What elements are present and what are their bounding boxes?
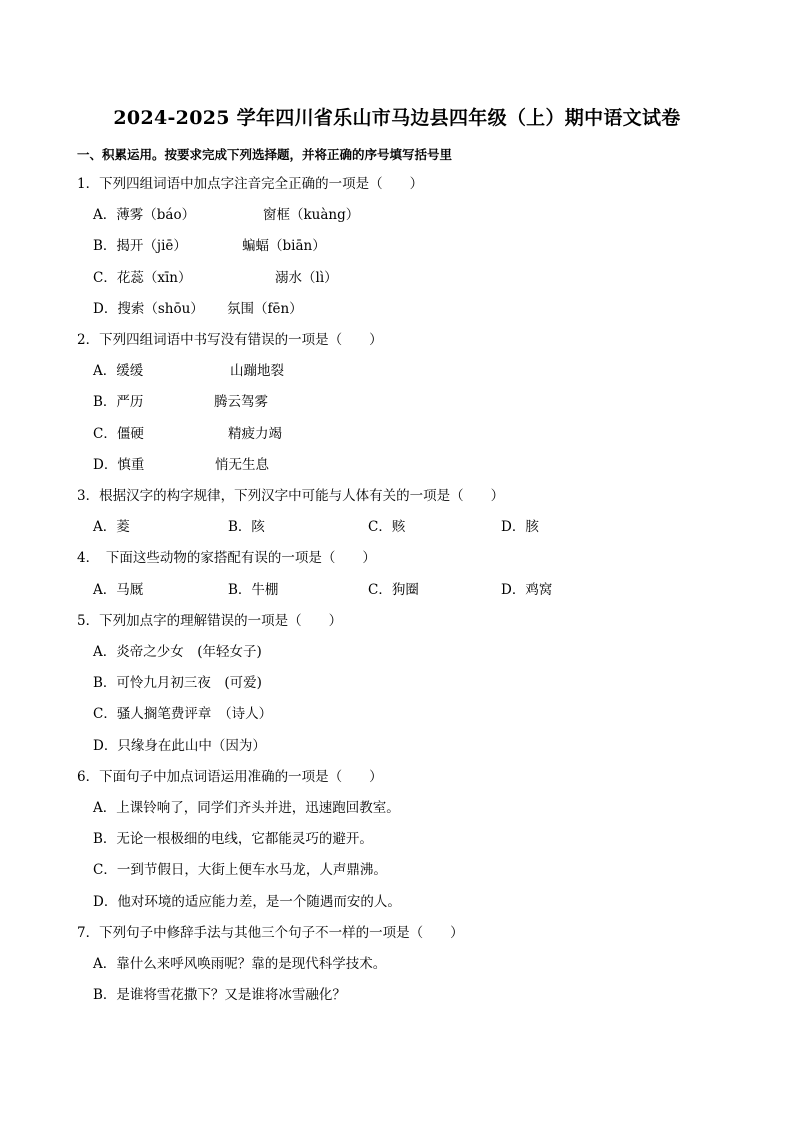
question-3-stem: 3．根据汉字的构字规律，下列汉字中可能与人体有关的一项是（ ） [77,488,505,504]
question-6-option-b: B．无论一根极细的电线，它都能灵巧的避开。 [93,831,373,847]
question-1-option-d [93,301,303,317]
exam-title: 2024-2025 学年四川省乐山市马边县四年级（上）期中语文试卷 [113,107,681,129]
question-1-stem: 1．下列四组词语中加点字注音完全正确的一项是（ ） [77,176,424,192]
option-b-left: B．揭开（jiē） [93,238,187,254]
question-5-option-b: B．可怜九月初三夜 (可爱) [93,675,262,691]
option-d-left: D．搜索（shōu） [93,301,204,317]
question-7-stem: 7．下列句子中修辞手法与其他三个句子不一样的一项是（ ） [77,925,464,941]
question-4-option-d: D．鸡窝 [501,582,553,598]
question-5-option-d: D．只缘身在此山中（因为） [93,738,266,754]
question-5-stem: 5．下列加点字的理解错误的一项是（ ） [77,613,343,629]
question-7-option-a: A．靠什么来呼风唤雨呢？靠的是现代科学技术。 [93,956,387,972]
option-d-left: D．慎重 [93,457,145,473]
option-c-left: C．僵硬 [93,426,144,442]
question-2-option-a [93,363,284,379]
question-2-option-c [93,426,282,442]
question-2-option-b [93,394,268,410]
option-a-right: 窗框（kuàng） [263,207,360,223]
question-1-option-c [93,270,338,286]
question-4-option-c: C．狗圈 [368,582,419,598]
question-3-option-a: A．菱 [93,519,130,535]
option-d-right: 氛围（fēn） [227,301,303,317]
question-4-option-b: B．牛棚 [228,582,279,598]
question-5-option-a: A．炎帝之少女 (年轻女子) [93,644,262,660]
option-d-right: 悄无生息 [215,457,269,473]
question-6-stem: 6．下面句子中加点词语运用准确的一项是（ ） [77,769,383,785]
option-b-right: 腾云驾雾 [214,394,268,410]
option-a-left: A．缓缓 [93,363,144,379]
question-6-option-d: D．他对环境的适应能力差，是一个随遇而安的人。 [93,894,401,910]
option-c-right: 精疲力竭 [228,426,282,442]
question-6-option-c: C．一到节假日，大街上便车水马龙，人声鼎沸。 [93,862,387,878]
question-1-option-b [93,238,326,254]
question-3-option-b: B．陔 [228,519,265,535]
option-c-right: 溺水（lì） [275,270,338,286]
option-c-left: C．花蕊（xīn） [93,270,192,286]
option-a-right: 山蹦地裂 [230,363,284,379]
option-a-left: A．薄雾（báo） [93,207,196,223]
question-3-option-d: D．胲 [501,519,539,535]
question-4-stem: 4． 下面这些动物的家搭配有误的一项是（ ） [77,550,376,566]
section-heading: 一、积累运用。按要求完成下列选择题，并将正确的序号填写括号里 [77,147,453,162]
question-7-option-b: B．是谁将雪花撒下？又是谁将冰雪融化？ [93,987,346,1003]
question-2-option-d [93,457,269,473]
question-1-option-a [93,207,360,223]
question-3-option-c: C．赅 [368,519,406,535]
option-b-left: B．严历 [93,394,144,410]
option-b-right: 蝙蝠（biān） [242,238,326,254]
question-6-option-a: A．上课铃响了，同学们齐头并进，迅速跑回教室。 [93,800,400,816]
question-5-option-c: C．骚人搁笔费评章 （诗人） [93,706,273,722]
question-4-option-a: A．马厩 [93,582,144,598]
question-2-stem: 2．下列四组词语中书写没有错误的一项是（ ） [77,332,383,348]
